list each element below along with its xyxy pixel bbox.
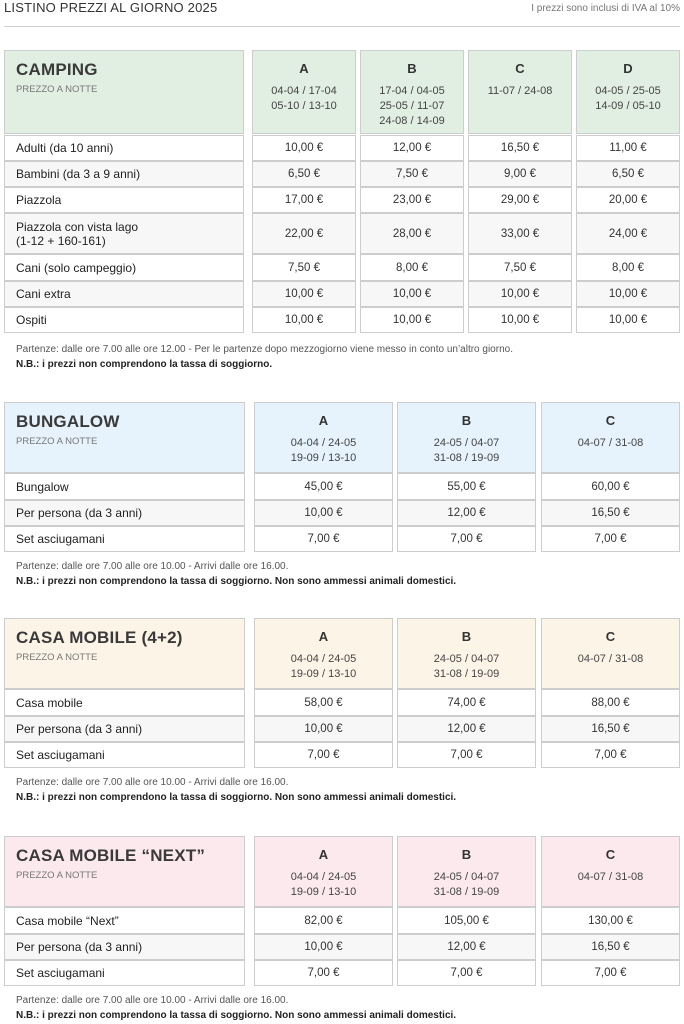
season-date-range: 05-10 / 13-10 [271,100,337,112]
row-label [4,307,244,333]
season-date-range: 24-05 / 04-07 [433,653,500,665]
season-letter: A [318,629,329,644]
price-cell: 130,00 € [541,907,680,934]
price-cell: 7,00 € [254,742,393,768]
row-label [4,960,245,986]
price-cell: 10,00 € [252,281,356,307]
row-label [4,742,245,768]
tax-note: N.B.: i prezzi non comprendono la tassa di soggiorno. [16,359,273,370]
price-cell: 7,00 € [541,526,680,552]
section-title: CASA MOBILE “NEXT” [16,846,206,865]
price-cell: 7,00 € [254,526,393,552]
row-label [4,500,245,526]
season-date-range: 04-04 / 24-05 [290,437,357,449]
season-date-range: 19-09 / 13-10 [290,886,357,898]
season-column-d [576,50,680,134]
price-cell: 23,00 € [360,187,464,213]
section-title-cell [4,836,245,907]
season-date-range: 04-04 / 24-05 [290,871,357,883]
season-letter: A [299,61,309,76]
season-letter: A [318,847,329,862]
row-label [4,934,245,960]
season-column-b [397,836,536,907]
season-column-c [468,50,572,134]
section-title: CASA MOBILE (4+2) [16,628,183,647]
row-label-line: Piazzola [16,193,62,207]
season-column-a [254,836,393,907]
price-cell: 9,00 € [468,161,572,187]
row-label [4,716,245,742]
season-column-b [360,50,464,134]
price-cell: 7,50 € [360,161,464,187]
page-header [4,0,680,27]
departure-note: Partenze: dalle ore 7.00 alle ore 10.00 - Arrivi dalle ore 16.00. [16,995,289,1006]
season-letter: C [605,413,616,428]
season-letter: B [461,847,472,862]
row-label-line: Casa mobile “Next” [16,913,119,928]
season-date-range: 04-04 / 17-04 [271,85,337,97]
row-label [4,187,244,213]
section-title: CAMPING [16,60,98,79]
price-cell: 10,00 € [252,135,356,161]
season-date-range: 31-08 / 19-09 [433,452,500,464]
season-date-range: 19-09 / 13-10 [290,668,357,680]
season-letter: A [318,413,329,428]
row-label [4,254,244,281]
price-cell: 12,00 € [397,716,536,742]
row-label [4,161,244,187]
price-cell: 10,00 € [254,716,393,742]
row-label-line: Casa mobile [16,695,83,710]
row-label [4,689,245,716]
price-cell: 10,00 € [468,307,572,333]
section-subtitle: PREZZO A NOTTE [16,84,98,95]
row-label-line: Per persona (da 3 anni) [16,506,143,520]
row-label-line: Cani extra [16,287,71,301]
price-cell: 28,00 € [360,213,464,254]
season-date-range: 04-07 / 31-08 [577,653,644,665]
season-column-a [254,402,393,473]
page-title: LISTINO PREZZI AL GIORNO 2025 [4,0,218,15]
season-date-range: 04-04 / 24-05 [290,653,357,665]
row-label [4,473,245,500]
section-title: BUNGALOW [16,412,120,431]
season-column-a [254,618,393,689]
row-label-line: Cani (solo campeggio) [16,260,137,275]
price-cell: 16,50 € [468,135,572,161]
price-cell: 12,00 € [397,500,536,526]
price-cell: 7,00 € [541,960,680,986]
row-label [4,907,245,934]
season-letter: C [515,61,525,76]
season-date-range: 31-08 / 19-09 [433,668,500,680]
price-cell: 6,50 € [252,161,356,187]
departure-note: Partenze: dalle ore 7.00 alle ore 12.00 - Per le partenze dopo mezzogiorno viene messo in conto un’altro giorno. [16,344,513,355]
season-letter: B [407,61,417,76]
price-cell: 7,00 € [541,742,680,768]
season-date-range: 17-04 / 04-05 [379,85,445,97]
season-column-a [252,50,356,134]
price-cell: 22,00 € [252,213,356,254]
season-date-range: 04-05 / 25-05 [595,85,661,97]
price-cell: 8,00 € [360,254,464,281]
tax-note: N.B.: i prezzi non comprendono la tassa di soggiorno. Non sono ammessi animali domestici. [16,792,457,803]
tax-note: N.B.: i prezzi non comprendono la tassa di soggiorno. Non sono ammessi animali domestici. [16,576,457,587]
price-cell: 74,00 € [397,689,536,716]
price-cell: 10,00 € [360,307,464,333]
price-cell: 58,00 € [254,689,393,716]
season-date-range: 04-07 / 31-08 [577,871,644,883]
row-label-line: Set asciugamani [16,532,105,546]
section-subtitle: PREZZO A NOTTE [16,652,98,663]
price-cell: 88,00 € [541,689,680,716]
season-letter: D [623,61,633,76]
price-cell: 29,00 € [468,187,572,213]
price-cell: 10,00 € [254,934,393,960]
season-date-range: 31-08 / 19-09 [433,886,500,898]
row-label-line: Set asciugamani [16,748,105,762]
row-label [4,135,244,161]
season-column-c [541,836,680,907]
price-cell: 7,00 € [397,960,536,986]
price-cell: 8,00 € [576,254,680,281]
section-subtitle: PREZZO A NOTTE [16,436,98,447]
section-title-cell [4,618,245,689]
price-cell: 20,00 € [576,187,680,213]
season-column-b [397,618,536,689]
price-cell: 10,00 € [360,281,464,307]
row-label-line: (1-12 + 160-161) [16,233,106,248]
row-label-line: Per persona (da 3 anni) [16,722,143,736]
price-cell: 105,00 € [397,907,536,934]
price-cell: 17,00 € [252,187,356,213]
price-cell: 10,00 € [576,307,680,333]
season-column-c [541,618,680,689]
row-label-line: Piazzola con vista lago [16,219,139,234]
section-title-cell [4,50,244,134]
price-cell: 7,00 € [397,526,536,552]
season-date-range: 24-08 / 14-09 [379,115,445,127]
price-cell: 60,00 € [541,473,680,500]
row-label-line: Adulti (da 10 anni) [16,141,114,155]
season-column-c [541,402,680,473]
season-letter: B [461,629,472,644]
price-cell: 24,00 € [576,213,680,254]
row-label [4,526,245,552]
row-label-line: Set asciugamani [16,966,105,980]
price-cell: 16,50 € [541,716,680,742]
departure-note: Partenze: dalle ore 7.00 alle ore 10.00 - Arrivi dalle ore 16.00. [16,777,289,788]
price-cell: 16,50 € [541,500,680,526]
section-title-cell [4,402,245,473]
price-cell: 45,00 € [254,473,393,500]
price-cell: 12,00 € [360,135,464,161]
price-cell: 6,50 € [576,161,680,187]
section-subtitle: PREZZO A NOTTE [16,870,98,881]
row-label-line: Bambini (da 3 a 9 anni) [16,167,141,181]
tax-note: N.B.: i prezzi non comprendono la tassa di soggiorno. Non sono ammessi animali domestici. [16,1010,457,1021]
departure-note: Partenze: dalle ore 7.00 alle ore 10.00 - Arrivi dalle ore 16.00. [16,561,289,572]
row-label-line: Bungalow [16,479,69,494]
price-cell: 16,50 € [541,934,680,960]
price-cell: 7,00 € [254,960,393,986]
price-cell: 11,00 € [576,135,680,161]
price-cell: 55,00 € [397,473,536,500]
price-cell: 7,50 € [252,254,356,281]
row-label-line: Per persona (da 3 anni) [16,940,143,954]
season-date-range: 14-09 / 05-10 [595,100,661,112]
season-column-b [397,402,536,473]
season-date-range: 04-07 / 31-08 [577,437,644,449]
row-label-line: Ospiti [16,313,47,327]
price-cell: 82,00 € [254,907,393,934]
season-letter: B [461,413,472,428]
price-cell: 10,00 € [254,500,393,526]
price-cell: 12,00 € [397,934,536,960]
price-cell: 10,00 € [468,281,572,307]
season-letter: C [605,847,616,862]
season-date-range: 19-09 / 13-10 [290,452,357,464]
row-label [4,281,244,307]
price-cell: 33,00 € [468,213,572,254]
season-date-range: 24-05 / 04-07 [433,437,500,449]
season-date-range: 25-05 / 11-07 [379,100,445,112]
vat-note: I prezzi sono inclusi di IVA al 10% [531,3,680,14]
season-date-range: 11-07 / 24-08 [487,85,553,97]
season-date-range: 24-05 / 04-07 [433,871,500,883]
season-letter: C [605,629,616,644]
price-cell: 7,00 € [397,742,536,768]
price-cell: 10,00 € [576,281,680,307]
price-cell: 10,00 € [252,307,356,333]
price-cell: 7,50 € [468,254,572,281]
row-label [4,213,244,254]
